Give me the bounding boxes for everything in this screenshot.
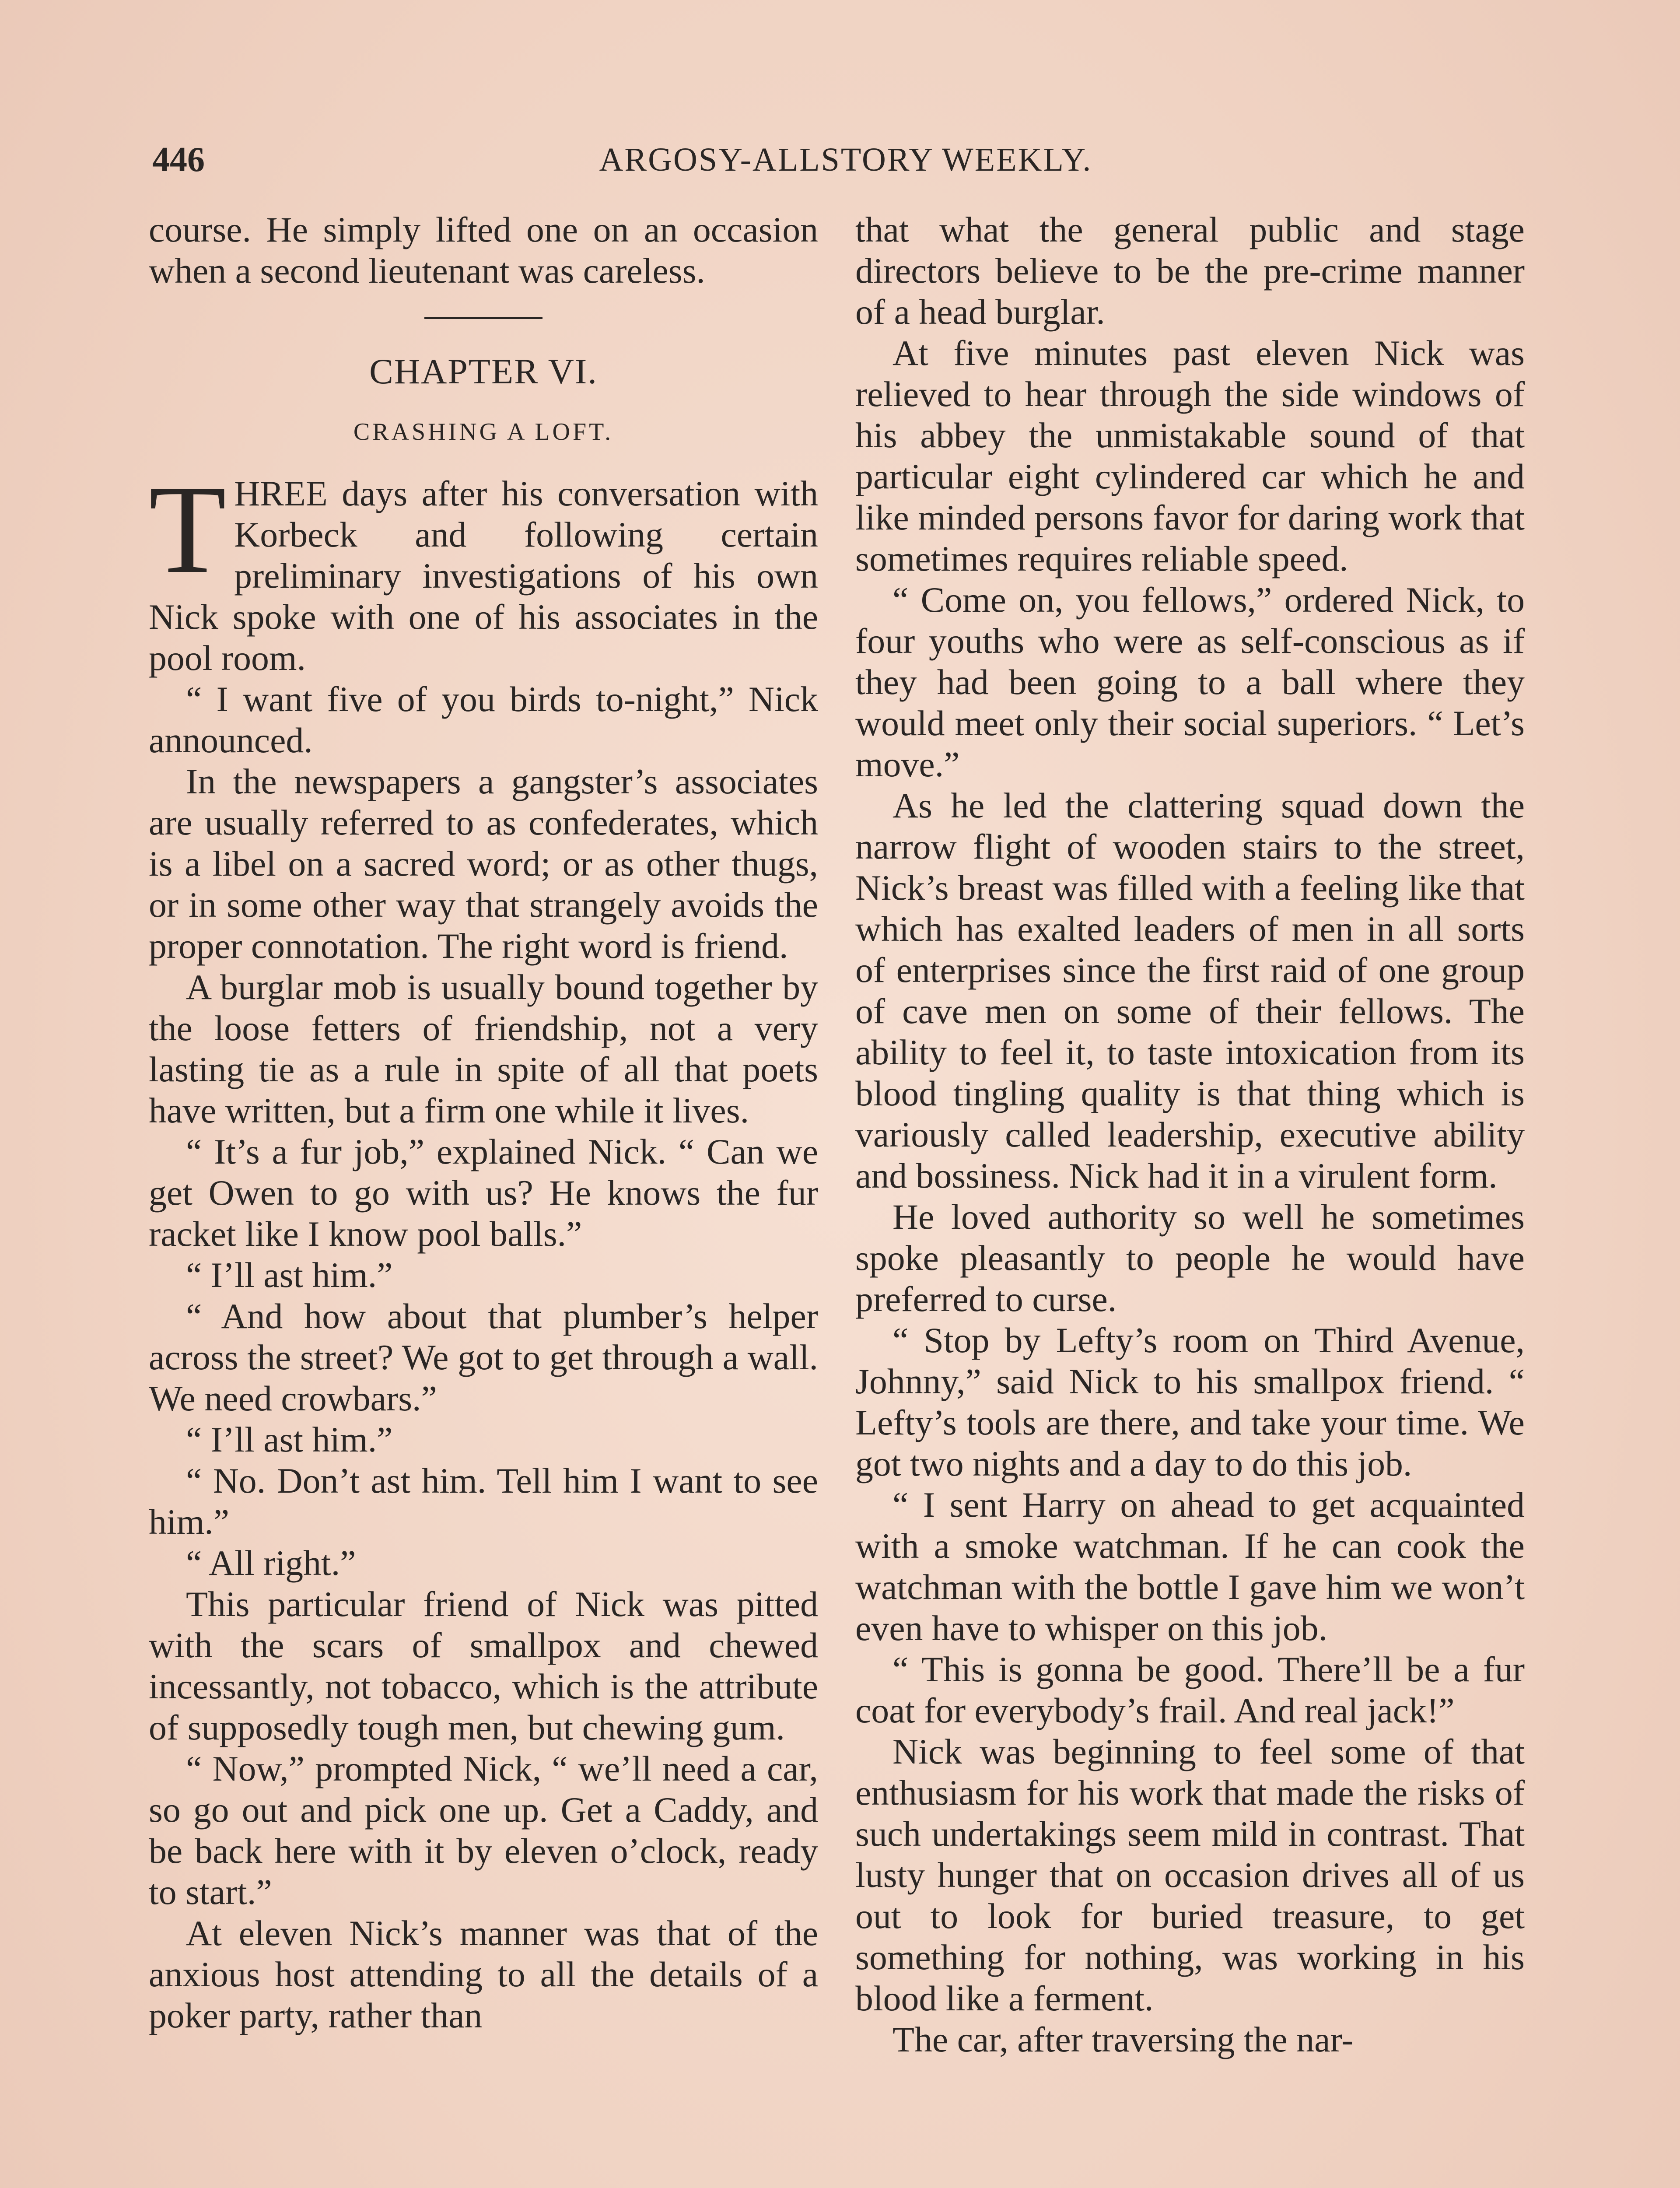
paragraph: At eleven Nick’s manner was that of the anxious host attending to all the details of a poker party, rather than	[149, 1913, 818, 2035]
paragraph: “ No. Don’t ast him. Tell him I want to see him.”	[149, 1461, 818, 1542]
paragraph: “ Now,” prompted Nick, “ we’ll need a car, so go out and pick one up. Get a Caddy, and be back here with it by eleven o’clock, ready to start.”	[149, 1749, 818, 1912]
paragraph: “ Come on, you fellows,” ordered Nick, to four youths who were as self-conscious as if they had been going to a ball where they would meet only their social superiors. “ Let’s move.”	[855, 580, 1525, 784]
section-divider	[424, 317, 542, 319]
paragraph: A burglar mob is usually bound together by the loose fetters of friendship, not a very lasting tie as a rule in spite of all that poets have written, but a firm one while it lives.	[149, 967, 818, 1130]
paragraph: “ I want five of you birds to-night,” Nick announced.	[149, 679, 818, 760]
paragraph: that what the general public and stage directors believe to be the pre-crime manner of a head burglar.	[855, 210, 1525, 332]
drop-cap: T	[149, 459, 227, 600]
paragraph: In the newspapers a gangster’s associates are usually referred to as confederates, which is a libel on a sacred word; or as other thugs, or in some other way that strangely avoids the proper connotation. The right word is friend.	[149, 761, 818, 966]
right-column	[855, 209, 1525, 2060]
paragraph: “ I’ll ast him.”	[186, 1420, 393, 1459]
paragraph: Nick was beginning to feel some of that enthusiasm for his work that made the risks of such undertakings seem mild in contrast. That lusty hunger that on occasion drives all of us out to look for buried treasure, to get something for nothing, was working in his blood like a ferment.	[855, 1732, 1525, 2018]
page-header	[152, 133, 1539, 186]
running-title: ARGOSY-ALLSTORY WEEKLY.	[599, 141, 1092, 178]
paragraph: course. He simply lifted one on an occasion when a second lieutenant was careless.	[149, 210, 818, 291]
paragraph: “ All right.”	[186, 1543, 356, 1583]
opening-text: HREE days after his conversation with Korbeck and following certain preliminary investigations of his own Nick spoke with one of his associates in the pool room.	[149, 473, 818, 678]
paragraph: “ I’ll ast him.”	[186, 1255, 393, 1295]
paragraph: “ I sent Harry on ahead to get acquainted with a smoke watchman. If he can cook the watchman with the bottle I gave him we won’t even have to whisper on this job.	[855, 1485, 1525, 1648]
chapter-subtitle: CRASHING A LOFT.	[353, 418, 614, 445]
paragraph: “ It’s a fur job,” explained Nick. “ Can we get Owen to go with us? He knows the fur racket like I know pool balls.”	[149, 1132, 818, 1254]
paragraph: “ Stop by Lefty’s room on Third Avenue, Johnny,” said Nick to his smallpox friend. “ Lefty’s tools are there, and take your time. We got two nights and a day to do this job.	[855, 1320, 1525, 1483]
paragraph: As he led the clattering squad down the narrow flight of wooden stairs to the street, Nick’s breast was filled with a feeling like that which has exalted leaders of men in all sorts of enterprises since the first raid of one group of cave men on some of their fellows. The ability to feel it, to taste intoxication from its blood tingling quality is that thing which is variously called leadership, executive ability and bossiness. Nick had it in a virulent form.	[855, 785, 1525, 1196]
left-column	[149, 209, 818, 2036]
paragraph: “ And how about that plumber’s helper across the street? We got to get through a wall. We need crowbars.”	[149, 1296, 818, 1418]
opening-paragraph	[149, 459, 818, 679]
paragraph: At five minutes past eleven Nick was relieved to hear through the side windows of his abbey the unmistakable sound of that particular eight cylindered car which he and like minded persons favor for daring work that sometimes requires reliable speed.	[855, 333, 1525, 579]
paragraph: He loved authority so well he sometimes spoke pleasantly to people he would have preferred to curse.	[855, 1197, 1525, 1319]
paragraph: This particular friend of Nick was pitted with the scars of smallpox and chewed incessantly, not tobacco, which is the attribute of supposedly tough men, but chewing gum.	[149, 1584, 818, 1747]
page-number: 446	[152, 140, 205, 179]
chapter-heading: CHAPTER VI.	[369, 351, 598, 391]
paragraph: The car, after traversing the nar-	[892, 2020, 1354, 2059]
paragraph: “ This is gonna be good. There’ll be a fur coat for everybody’s frail. And real jack!”	[855, 1649, 1525, 1730]
